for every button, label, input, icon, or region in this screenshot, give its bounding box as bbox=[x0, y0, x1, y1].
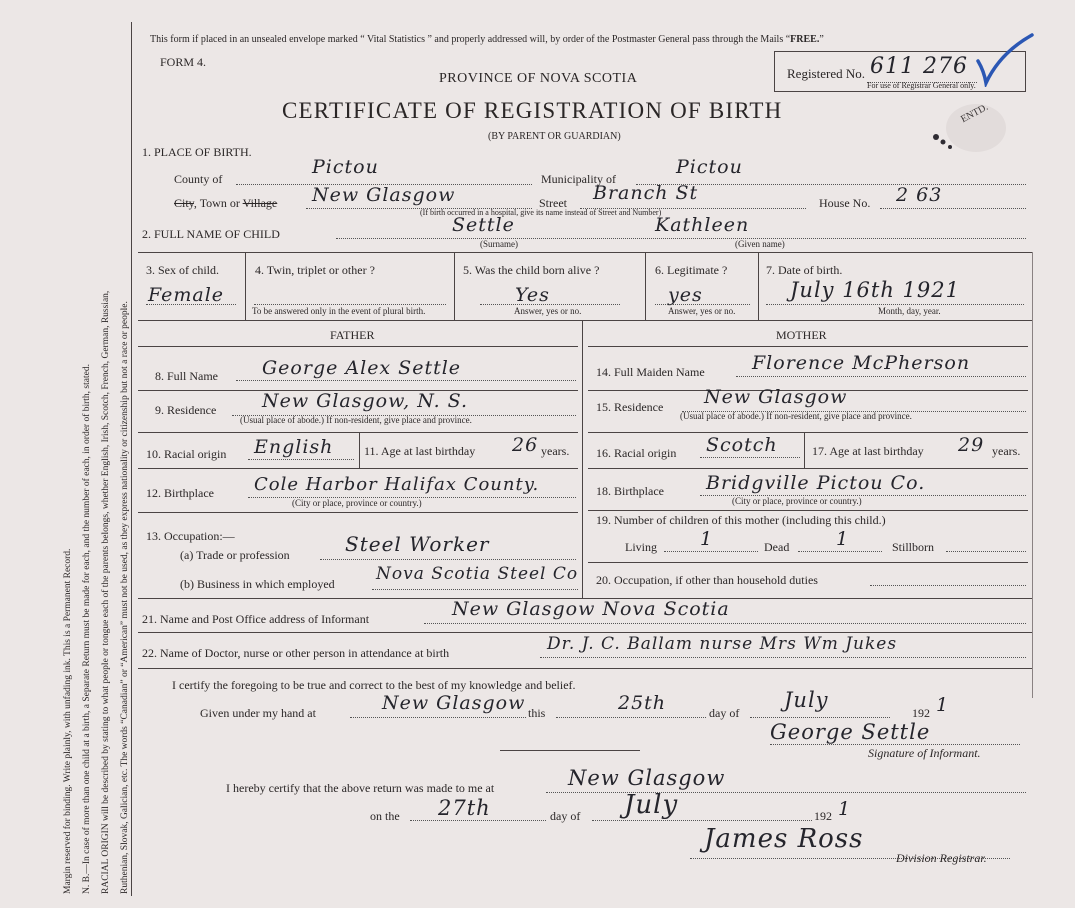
father-race-value: English bbox=[254, 436, 334, 458]
legitimate-note: Answer, yes or no. bbox=[668, 306, 736, 316]
father-occupation-label: 13. Occupation:— bbox=[146, 529, 235, 543]
legitimate-label: 6. Legitimate ? bbox=[655, 263, 728, 277]
born-alive-note: Answer, yes or no. bbox=[514, 306, 582, 316]
twin-note: To be answered only in the event of plural birth. bbox=[252, 306, 426, 316]
county-value: Pictou bbox=[312, 156, 379, 178]
mother-race-value: Scotch bbox=[706, 434, 778, 456]
stamp-text: ENTD. bbox=[959, 101, 991, 126]
mother-children-label: 19. Number of children of this mother (including this child.) bbox=[596, 513, 886, 527]
sex-value: Female bbox=[148, 284, 225, 306]
father-birthplace-value: Cole Harbor Halifax County. bbox=[254, 474, 540, 495]
certify-month-value: July bbox=[784, 688, 829, 712]
father-age-value: 26 bbox=[512, 434, 539, 456]
father-race-label: 10. Racial origin bbox=[146, 447, 227, 461]
registrar-month-value: July bbox=[624, 790, 679, 820]
father-residence-note: (Usual place of abode.) If non-resident, give place and province. bbox=[240, 415, 472, 425]
child-name-label: 2. FULL NAME OF CHILD bbox=[142, 227, 280, 241]
certify-day-label: day of bbox=[709, 706, 740, 720]
registered-label: Registered No. bbox=[787, 66, 865, 81]
place-of-birth-label: 1. PLACE OF BIRTH. bbox=[142, 145, 252, 159]
doctor-value: Dr. J. C. Ballam nurse Mrs Wm Jukes bbox=[547, 634, 898, 654]
entered-stamp bbox=[930, 100, 1010, 164]
registrar-day-label: day of bbox=[550, 809, 581, 823]
father-residence-label: 9. Residence bbox=[155, 403, 217, 417]
mother-age-value: 29 bbox=[958, 434, 985, 456]
free-label: FREE. bbox=[790, 34, 820, 45]
mother-birthplace-label: 18. Birthplace bbox=[596, 484, 664, 498]
mother-residence-note: (Usual place of abode.) If non-resident, give place and province. bbox=[680, 411, 912, 421]
child-surname-value: Settle bbox=[452, 214, 515, 236]
informant-label: 21. Name and Post Office address of Informant bbox=[142, 612, 370, 626]
father-birthplace-note: (City or place, province or country.) bbox=[292, 498, 422, 508]
sidebar-note-racial-origin: RACIAL ORIGIN will be described by stating to what people or tongue each of the parents belongs, whether English, Irish, Scotch, French, German, Russian, bbox=[101, 290, 111, 894]
town-value: New Glasgow bbox=[312, 184, 456, 206]
born-alive-value: Yes bbox=[515, 284, 550, 306]
father-age-unit: years. bbox=[541, 444, 570, 458]
mother-age-label: 17. Age at last birthday bbox=[812, 444, 924, 458]
sidebar-note-binding: Margin reserved for binding. Write plainly, with unfading ink. This is a Permanent Record. bbox=[63, 548, 73, 894]
page-title: CERTIFICATE OF REGISTRATION OF BIRTH bbox=[282, 98, 783, 123]
mother-name-value: Florence McPherson bbox=[752, 352, 971, 374]
father-name-value: George Alex Settle bbox=[262, 357, 462, 379]
informant-value: New Glasgow Nova Scotia bbox=[452, 598, 730, 620]
mother-birthplace-value: Bridgville Pictou Co. bbox=[706, 472, 926, 494]
registrar-signature: James Ross bbox=[704, 824, 864, 854]
registrar-year-prefix: 192 bbox=[814, 809, 832, 823]
father-birthplace-label: 12. Birthplace bbox=[146, 486, 214, 500]
registrar-place-value: New Glasgow bbox=[568, 766, 726, 790]
father-name-label: 8. Full Name bbox=[155, 369, 218, 383]
checkmark-icon bbox=[976, 31, 1036, 87]
born-alive-label: 5. Was the child born alive ? bbox=[463, 263, 600, 277]
date-of-birth-label: 7. Date of birth. bbox=[766, 263, 843, 277]
certify-year-prefix: 192 bbox=[912, 706, 930, 720]
hospital-note: (If birth occurred in a hospital, give its name instead of Street and Number) bbox=[420, 208, 662, 217]
given-under-label: Given under my hand at bbox=[200, 706, 316, 720]
dead-value: 1 bbox=[836, 528, 850, 550]
stillborn-label: Stillborn bbox=[892, 540, 935, 554]
mother-occupation-label: 20. Occupation, if other than household duties bbox=[596, 573, 818, 587]
this-label: this bbox=[528, 706, 546, 720]
father-age-label: 11. Age at last birthday bbox=[364, 444, 476, 458]
on-the-label: on the bbox=[370, 809, 400, 823]
mother-birthplace-note: (City or place, province or country.) bbox=[732, 496, 862, 506]
registrar-statement: I hereby certify that the above return was made to me at bbox=[226, 781, 495, 795]
street-label: Street bbox=[539, 196, 567, 210]
mother-residence-value: New Glasgow bbox=[704, 386, 848, 408]
registrar-year-value: 1 bbox=[838, 798, 852, 820]
informant-signature: George Settle bbox=[770, 720, 931, 744]
form-number: FORM 4. bbox=[160, 55, 207, 69]
living-label: Living bbox=[625, 540, 657, 554]
child-given-name-value: Kathleen bbox=[655, 214, 750, 236]
given-place-value: New Glasgow bbox=[382, 692, 526, 714]
sidebar-note-multiple-births: N. B.—In case of more than one child at a birth, a Separate Return must be made for each, and the number of each, in order of birth, stated. bbox=[82, 364, 92, 894]
certify-day-value: 25th bbox=[618, 692, 667, 714]
county-label: County of bbox=[174, 172, 223, 186]
dead-label: Dead bbox=[764, 540, 790, 554]
city-town-village-label: City, Town or Village bbox=[174, 196, 278, 210]
certify-year-value: 1 bbox=[936, 694, 950, 716]
province-heading: PROVINCE OF NOVA SCOTIA bbox=[439, 71, 638, 86]
certify-statement: I certify the foregoing to be true and correct to the best of my knowledge and belief. bbox=[172, 678, 576, 692]
sidebar-notes bbox=[26, 18, 130, 896]
page-subtitle: (BY PARENT OR GUARDIAN) bbox=[488, 131, 621, 142]
mother-name-label: 14. Full Maiden Name bbox=[596, 365, 705, 379]
father-trade-label: (a) Trade or profession bbox=[180, 548, 290, 562]
twin-label: 4. Twin, triplet or other ? bbox=[255, 263, 375, 277]
sidebar-note-racial-origin-cont: Ruthenian, Slovak, Galician, etc. The words “Canadian” or “American” must not be used, as they express nationality or citizenship but not a race or people. bbox=[120, 301, 130, 894]
mother-age-unit: years. bbox=[992, 444, 1021, 458]
father-residence-value: New Glasgow, N. S. bbox=[262, 390, 469, 412]
surname-caption: (Surname) bbox=[480, 239, 518, 249]
date-of-birth-value: July 16th 1921 bbox=[790, 278, 961, 302]
house-number-label: House No. bbox=[819, 196, 871, 210]
legitimate-value: yes bbox=[668, 284, 703, 306]
sex-label: 3. Sex of child. bbox=[146, 263, 219, 277]
division-registrar-caption: Division Registrar. bbox=[896, 851, 987, 865]
street-value: Branch St bbox=[593, 182, 699, 204]
father-business-value: Nova Scotia Steel Co bbox=[376, 564, 579, 584]
mother-residence-label: 15. Residence bbox=[596, 400, 664, 414]
municipality-value: Pictou bbox=[676, 156, 743, 178]
municipality-label: Municipality of bbox=[541, 172, 616, 186]
father-heading: FATHER bbox=[330, 328, 375, 342]
house-number-value: 2 63 bbox=[896, 184, 943, 206]
registered-number: 611 276 bbox=[870, 54, 968, 79]
given-name-caption: (Given name) bbox=[735, 239, 785, 249]
mother-heading: MOTHER bbox=[776, 328, 827, 342]
postal-note: This form if placed in an unsealed envelope marked “ Vital Statistics ” and properly addressed will, by order of the Postmaster General pass through the Mails “FREE.” bbox=[150, 34, 824, 45]
sidebar-divider bbox=[131, 22, 132, 896]
father-business-label: (b) Business in which employed bbox=[180, 577, 335, 591]
living-value: 1 bbox=[700, 528, 714, 550]
registrar-use-note: For use of Registrar General only. bbox=[867, 81, 976, 90]
doctor-label: 22. Name of Doctor, nurse or other person in attendance at birth bbox=[142, 646, 450, 660]
father-trade-value: Steel Worker bbox=[345, 532, 490, 556]
date-of-birth-note: Month, day, year. bbox=[878, 306, 941, 316]
signature-caption: Signature of Informant. bbox=[868, 746, 981, 760]
registrar-day-value: 27th bbox=[438, 796, 491, 820]
mother-race-label: 16. Racial origin bbox=[596, 446, 677, 460]
